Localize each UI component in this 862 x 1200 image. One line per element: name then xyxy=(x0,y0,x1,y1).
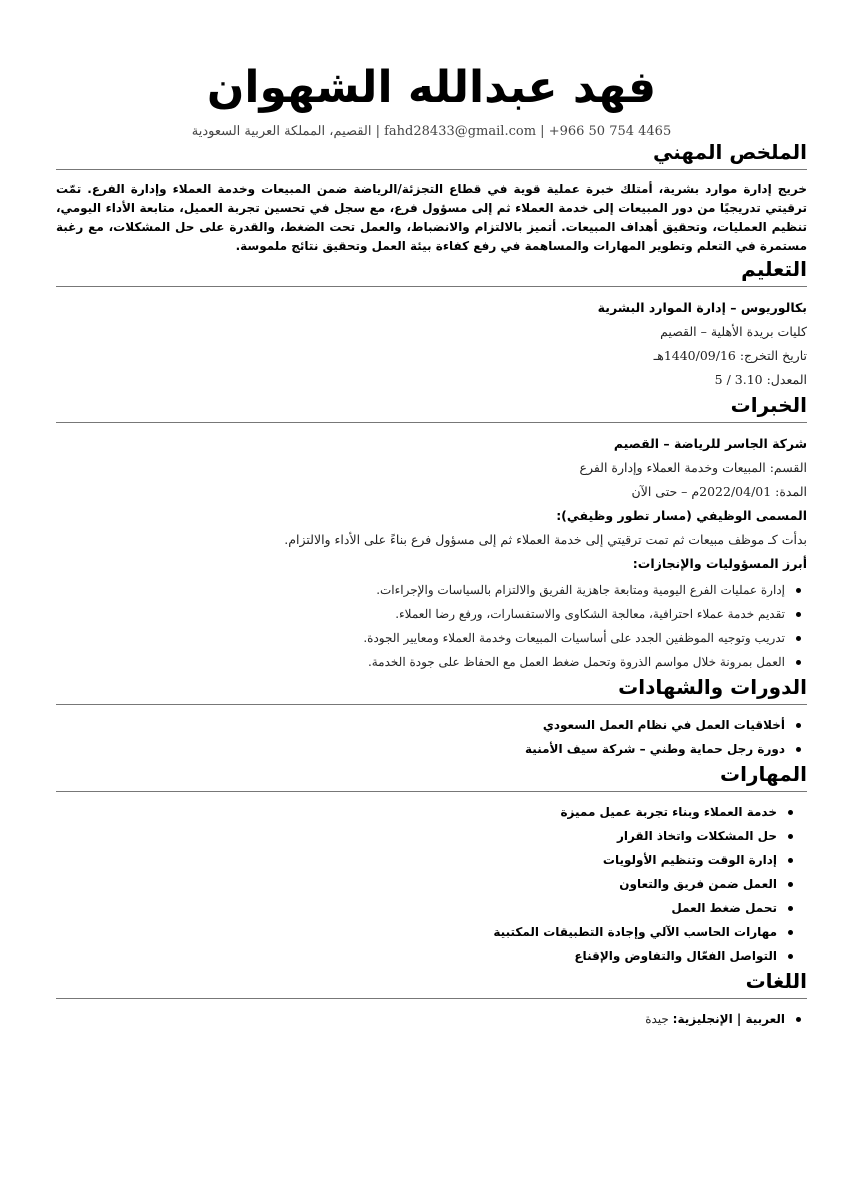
education-degree: بكالوريوس – إدارة الموارد البشرية xyxy=(597,300,807,315)
skills-list xyxy=(56,800,807,968)
bullet-icon xyxy=(796,723,801,728)
experience-company: شركة الجاسر للرياضة – القصيم xyxy=(613,436,807,451)
course-text: دورة رجل حماية وطني – شركة سيف الأمنية xyxy=(525,742,785,756)
bullet-icon xyxy=(788,930,793,935)
list-item xyxy=(56,626,801,650)
bullet-icon xyxy=(796,1017,801,1022)
bullet-icon xyxy=(788,810,793,815)
bullet-icon xyxy=(796,636,801,641)
skill-text: التواصل الفعّال والتفاوض والإقناع xyxy=(574,949,777,963)
list-item xyxy=(56,848,793,872)
course-text: أخلاقيات العمل في نظام العمل السعودي xyxy=(542,718,785,732)
phone-number: +966 50 754 4465 xyxy=(548,124,672,139)
list-item xyxy=(56,824,793,848)
achievement-text: تدريب وتوجيه الموظفين الجدد على أساسيات المبيعات وخدمة العملاء ومعايير الجودة. xyxy=(363,631,785,645)
experience-heading: الخبرات xyxy=(56,392,807,423)
experience-block xyxy=(56,432,807,674)
experience-duration: المدة: 2022/04/01م – حتى الآن xyxy=(631,484,807,499)
bullet-icon xyxy=(796,588,801,593)
bullet-icon xyxy=(796,747,801,752)
skill-text: العمل ضمن فريق والتعاون xyxy=(619,877,777,891)
achievements-list xyxy=(56,578,807,674)
education-block xyxy=(56,296,807,392)
courses-list xyxy=(56,713,807,761)
achievement-text: العمل بمرونة خلال مواسم الذروة وتحمل ضغط العمل مع الحفاظ على جودة الخدمة. xyxy=(367,655,785,669)
bullet-icon xyxy=(788,906,793,911)
education-graduation: تاريخ التخرج: 1440/09/16هـ xyxy=(653,348,807,363)
skill-text: تحمل ضغط العمل xyxy=(671,901,777,915)
summary-heading: الملخص المهني xyxy=(56,139,807,170)
experience-achievements-heading: أبرز المسؤوليات والإنجازات: xyxy=(632,556,807,571)
languages-list xyxy=(56,1007,807,1031)
bullet-icon xyxy=(788,954,793,959)
achievement-text: إدارة عمليات الفرع اليومية ومتابعة جاهزية الفريق والالتزام بالسياسات والإجراءات. xyxy=(376,583,785,597)
list-item xyxy=(56,602,801,626)
candidate-name: فهد عبدالله الشهوان xyxy=(206,62,657,113)
skill-text: إدارة الوقت وتنظيم الأولويات xyxy=(602,853,777,867)
skill-text: مهارات الحاسب الآلي وإجادة التطبيقات المكتبية xyxy=(493,925,777,939)
skill-text: حل المشكلات واتخاذ القرار xyxy=(616,829,777,843)
languages-label: العربية | الإنجليزية: xyxy=(672,1012,785,1026)
location: القصيم، المملكة العربية السعودية xyxy=(191,124,372,139)
list-item xyxy=(56,800,793,824)
skill-text: خدمة العملاء وبناء تجربة عميل مميزة xyxy=(560,805,777,819)
bullet-icon xyxy=(788,882,793,887)
summary-text: خريج إدارة موارد بشرية، أمتلك خبرة عملية قوية في قطاع التجزئة/الرياضة ضمن المبيعات وخدمة العملاء وإدارة الفرع. تمّت ترقيتي تدريجيًا من دور المبيعات إلى خدمة العملاء ثم إلى مسؤول فرع، مع سجل في تحسين تجربة العميل، متابعة الأداء اليومي، تنظيم العمليات، وتحقيق أهداف المبيعات. أتميز بالالتزام والانضباط، والعمل تحت الضغط، والقدرة على حل المشكلات، مع رغبة مستمرة في التعلم وتطوير المهارات والمساهمة في رفع كفاءة بيئة العمل وتحقيق نتائج ملموسة. xyxy=(56,182,807,253)
languages-level: جيدة xyxy=(645,1012,669,1026)
languages-heading: اللغات xyxy=(56,968,807,999)
list-item xyxy=(56,944,793,968)
contact-separator: | xyxy=(371,124,385,139)
list-item xyxy=(56,920,793,944)
bullet-icon xyxy=(796,612,801,617)
education-gpa: المعدل: 3.10 / 5 xyxy=(714,372,807,387)
bullet-icon xyxy=(788,834,793,839)
skills-heading: المهارات xyxy=(56,761,807,792)
list-item xyxy=(56,578,801,602)
contact-line xyxy=(56,124,807,139)
education-institution: كليات بريدة الأهلية – القصيم xyxy=(660,324,807,339)
experience-role-heading: المسمى الوظيفي (مسار تطور وظيفي): xyxy=(556,508,807,523)
experience-department: القسم: المبيعات وخدمة العملاء وإدارة الفرع xyxy=(579,460,807,475)
bullet-icon xyxy=(788,858,793,863)
email-address: fahd28433@gmail.com xyxy=(384,124,537,139)
experience-role-text: بدأت كـ موظف مبيعات ثم تمت ترقيتي إلى خدمة العملاء ثم إلى مسؤول فرع بناءً على الأداء والالتزام. xyxy=(284,532,807,547)
courses-heading: الدورات والشهادات xyxy=(56,674,807,705)
list-item xyxy=(56,737,801,761)
list-item xyxy=(56,896,793,920)
achievement-text: تقديم خدمة عملاء احترافية، معالجة الشكاوى والاستفسارات، ورفع رضا العملاء. xyxy=(395,607,785,621)
list-item xyxy=(56,713,801,737)
list-item xyxy=(56,872,793,896)
contact-separator: | xyxy=(536,124,549,139)
education-heading: التعليم xyxy=(56,256,807,287)
bullet-icon xyxy=(796,660,801,665)
list-item xyxy=(56,1007,801,1031)
list-item xyxy=(56,650,801,674)
